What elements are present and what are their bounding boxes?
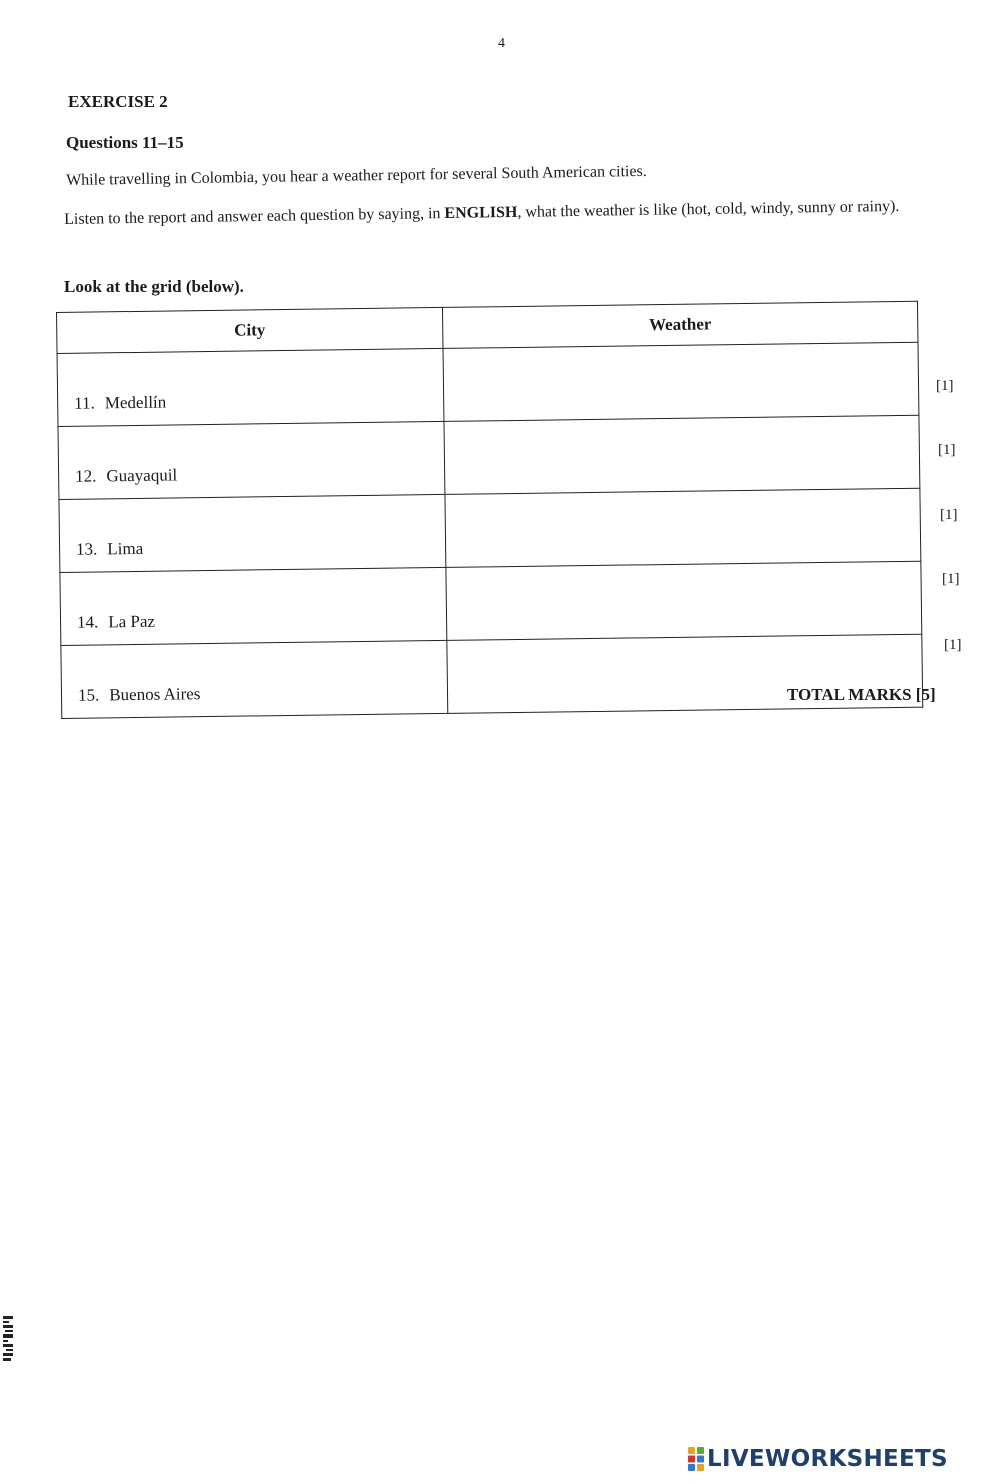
city-cell xyxy=(57,348,444,426)
weather-grid xyxy=(56,301,923,719)
city-cell xyxy=(59,494,446,572)
mark-label: [1] xyxy=(942,571,960,587)
weather-answer-cell[interactable] xyxy=(443,342,919,421)
table-row xyxy=(61,634,923,718)
barcode-icon xyxy=(2,1316,14,1362)
weather-answer-cell[interactable] xyxy=(445,488,921,567)
mark-label: [1] xyxy=(944,637,962,653)
city-name: Buenos Aires xyxy=(109,684,201,705)
liveworksheets-logo-icon xyxy=(688,1447,704,1471)
instruction-after: , what the weather is like (hot, cold, windy, sunny or rainy). xyxy=(517,197,900,221)
city-name: Medellín xyxy=(104,392,167,413)
instruction-emphasis: ENGLISH xyxy=(444,203,518,223)
city-cell xyxy=(60,567,447,645)
instruction-before: Listen to the report and answer each question by saying, in xyxy=(64,205,445,228)
table-row xyxy=(57,342,919,426)
brand-name: LIVEWORKSHEETS xyxy=(707,1446,948,1472)
table-row xyxy=(58,415,920,499)
question-number: 15. xyxy=(77,685,100,705)
question-number: 12. xyxy=(75,466,97,486)
mark-label: [1] xyxy=(936,378,954,394)
weather-answer-cell[interactable] xyxy=(444,415,920,494)
city-header: City xyxy=(57,307,444,353)
city-name: Lima xyxy=(107,538,144,559)
city-name: La Paz xyxy=(108,611,156,632)
city-name: Guayaquil xyxy=(106,465,178,486)
instruction-text xyxy=(64,194,944,231)
city-cell xyxy=(58,421,445,499)
total-marks: TOTAL MARKS [5] xyxy=(787,685,936,704)
page-number: 4 xyxy=(498,36,505,51)
table-row xyxy=(59,488,921,572)
mark-label: [1] xyxy=(938,442,956,458)
weather-answer-cell[interactable] xyxy=(446,561,922,640)
question-number: 11. xyxy=(74,393,95,413)
weather-header: Weather xyxy=(442,301,917,348)
mark-label: [1] xyxy=(940,507,958,523)
exercise-title: EXERCISE 2 xyxy=(68,92,168,111)
question-number: 13. xyxy=(75,539,98,559)
city-cell xyxy=(61,640,448,718)
table-row xyxy=(60,561,922,645)
questions-range: Questions 11–15 xyxy=(66,133,184,152)
question-number: 14. xyxy=(76,612,99,632)
liveworksheets-brand xyxy=(688,1443,948,1475)
weather-table xyxy=(56,301,923,719)
intro-text: While travelling in Colombia, you hear a weather report for several South American cities. xyxy=(66,162,647,189)
grid-prompt: Look at the grid (below). xyxy=(64,277,244,296)
